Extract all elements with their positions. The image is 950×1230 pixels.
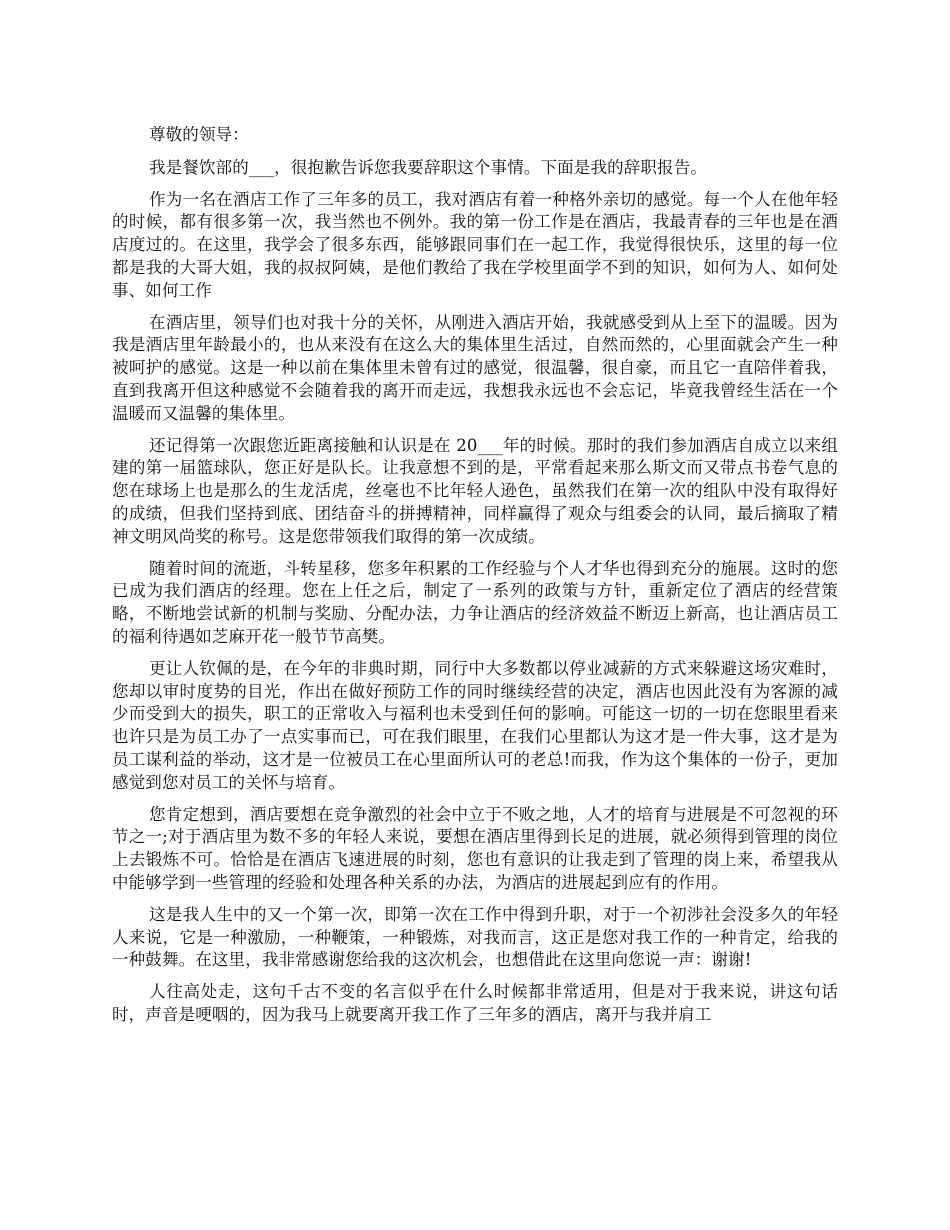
paragraph-sars-period: 更让人钦佩的是，在今年的非典时期，同行中大多数都以停业减薪的方式来躲避这场灾难时，您却以审时度势的目光，作出在做好预防工作的同时继续经营的决定，酒店也因此没有为客源的减少而受到大的损失，职工的正常收入与福利也未受到任何的影响。可能这一切的一切在您眼里看来也许只是为员工办了一点实事而已，可在我们眼里，在我们心里都认为这才是一件大事，这才是为员工谋利益的举动，这才是一位被员工在心里面所认可的老总!而我，作为这个集体的一份子，更加感觉到您对员工的关怀与培育。	[112, 658, 838, 792]
paragraph-three-years: 作为一名在酒店工作了三年多的员工，我对酒店有着一种格外亲切的感觉。每一个人在他年轻的时候，都有很多第一次，我当然也不例外。我的第一份工作是在酒店，我最青春的三年也是在酒店度过的。在这里，我学会了很多东西，能够跟同事们在一起工作，我觉得很快乐，这里的每一位都是我的大哥大姐，我的叔叔阿姨，是他们教给了我在学校里面学不到的知识，如何为人、如何处事、如何工作	[112, 189, 838, 300]
paragraph-farewell: 人往高处走，这句千古不变的名言似乎在什么时候都非常适用，但是对于我来说，讲这句话时，声音是哽咽的，因为我马上就要离开我工作了三年多的酒店，离开与我并肩工	[112, 982, 838, 1024]
paragraph-talent: 您肯定想到，酒店要想在竞争激烈的社会中立于不败之地，人才的培育与进展是不可忽视的环节之一;对于酒店里为数不多的年轻人来说，要想在酒店里得到长足的进展，就必须得到管理的岗位上去锻炼不可。恰恰是在酒店飞速进展的时刻，您也有意识的让我走到了管理的岗上来，希望我从中能够学到一些管理的经验和处理各种关系的办法，为酒店的进展起到应有的作用。	[112, 804, 838, 892]
letter-body	[112, 124, 838, 1036]
paragraph-manager: 随着时间的流逝，斗转星移，您多年积累的工作经验与个人才华也得到充分的施展。这时的您已成为我们酒店的经理。您在上任之后，制定了一系列的政策与方针，重新定位了酒店的经营策略，不断地尝试新的机制与奖励、分配办法，力争让酒店的经济效益不断迈上新高，也让酒店员工的福利待遇如芝麻开花一般节节高樊。	[112, 558, 838, 646]
paragraph-care: 在酒店里，领导们也对我十分的关怀，从刚进入酒店开始，我就感受到从上至下的温暖。因为我是酒店里年龄最小的，也从来没有在这么大的集体里生活过，自然而然的，心里面就会产生一种被呵护的感觉。这是一种以前在集体里未曾有过的感觉，很温馨，很自豪，而且它一直陪伴着我，直到我离开但这种感觉不会随着我的离开而走远，我想我永远也不会忘记，毕竟我曾经生活在一个温暖而又温馨的集体里。	[112, 312, 838, 423]
paragraph-basketball: 还记得第一次跟您近距离接触和认识是在 20___年的时候。那时的我们参加酒店自成立以来组建的第一届篮球队，您正好是队长。让我意想不到的是，平常看起来那么斯文而又带点书卷气息的您在球场上也是那么的生龙活虎，丝毫也不比年轻人逊色，虽然我们在第一次的组队中没有取得好的成绩，但我们坚持到底、团结奋斗的拼搏精神，同样赢得了观众与组委会的认同，最后摘取了精神文明风尚奖的称号。这是您带领我们取得的第一次成绩。	[112, 435, 838, 546]
paragraph-promotion: 这是我人生中的又一个第一次，即第一次在工作中得到升职，对于一个初涉社会没多久的年轻人来说，它是一种激励，一种鞭策，一种锻炼，对我而言，这正是您对我工作的一种肯定，给我的一种鼓舞。在这里，我非常感谢您给我的这次机会，也想借此在这里向您说一声：谢谢!	[112, 904, 838, 970]
salutation: 尊敬的领导：	[149, 125, 249, 144]
paragraph-resignation-intro: 我是餐饮部的___，很抱歉告诉您我要辞职这个事情。下面是我的辞职报告。	[149, 157, 707, 177]
